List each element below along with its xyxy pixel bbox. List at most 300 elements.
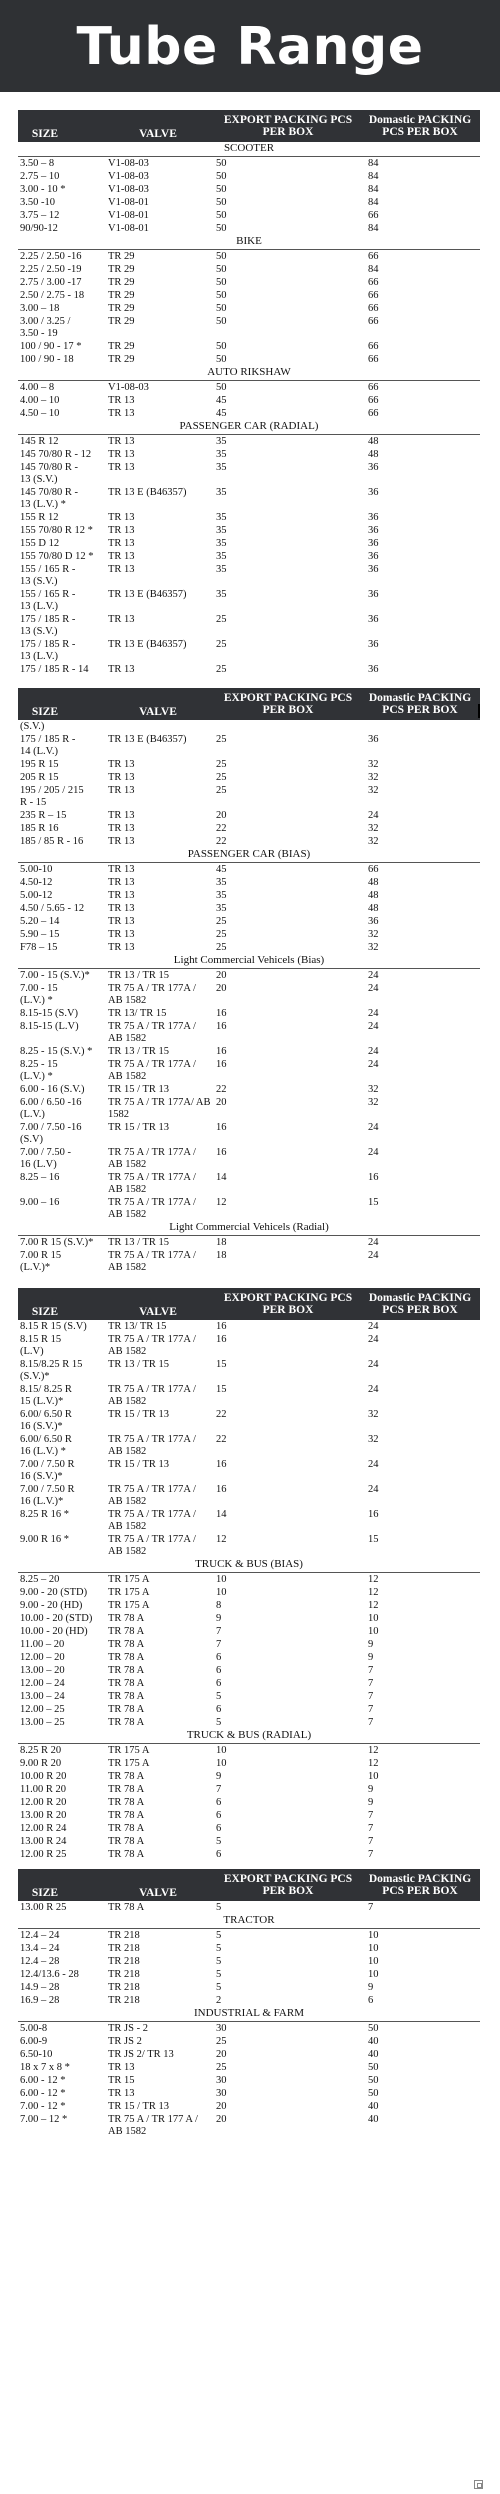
cell-size: 10.00 - 20 (HD) (20, 1626, 88, 1637)
table-row (18, 407, 480, 420)
table-row (18, 394, 480, 407)
cell-size: 185 / 85 R - 16 (20, 836, 84, 847)
cell-domestic: 9 (368, 1652, 374, 1663)
cell-valve: TR 13 (108, 525, 135, 536)
cell-size: 2.25 / 2.50 -16 (20, 251, 82, 262)
table-row (18, 1942, 480, 1955)
table-row (18, 1638, 480, 1651)
cell-valve: TR 29 (108, 303, 135, 314)
table-row (18, 250, 480, 263)
cell-domestic: 15 (368, 1197, 379, 1208)
cell-valve: TR JS - 2 (108, 2023, 148, 2034)
cell-export: 5 (216, 1836, 222, 1847)
table-row (18, 613, 480, 638)
cell-size: 4.00 – 8 (20, 382, 55, 393)
table-row (18, 550, 480, 563)
cell-valve: TR 13 (108, 942, 135, 953)
cell-size: 155 D 12 (20, 538, 60, 549)
cell-valve: TR 15 / TR 13 (108, 2101, 170, 2112)
cell-size: (S.V.) (20, 721, 45, 732)
cell-valve: TR 75 A / TR 177A / AB 1582 (108, 983, 196, 1006)
cell-domestic: 9 (368, 1982, 374, 1993)
cell-valve: TR 13 (108, 836, 135, 847)
category-label: Light Commercial Vehicels (Bias) (173, 954, 325, 966)
cell-valve: TR 78 A (108, 1823, 145, 1834)
cell-size: 6.00-9 (20, 2036, 48, 2047)
cell-size: 3.75 – 12 (20, 210, 60, 221)
cell-domestic: 24 (368, 1147, 379, 1158)
table-row (18, 2087, 480, 2100)
cell-export: 10 (216, 1758, 227, 1769)
cell-export: 45 (216, 408, 227, 419)
cell-size: 5.00-10 (20, 864, 53, 875)
cell-domestic: 66 (368, 864, 379, 875)
table-row (18, 915, 480, 928)
cell-valve: TR 78 A (108, 1784, 145, 1795)
cell-valve: TR 13/ TR 15 (108, 1008, 167, 1019)
cell-valve: TR 15 / TR 13 (108, 1084, 170, 1095)
table-row (18, 1058, 480, 1083)
table-row (18, 315, 480, 340)
cell-domestic: 24 (368, 983, 379, 994)
cell-export: 50 (216, 171, 227, 182)
cell-valve: TR 13 E (B46357) (108, 639, 187, 650)
table-row (18, 183, 480, 196)
table-row (18, 2074, 480, 2087)
cell-export: 16 (216, 1008, 227, 1019)
table-row (18, 1458, 480, 1483)
table-header (18, 1288, 480, 1320)
cell-valve: TR 15 / TR 13 (108, 1122, 170, 1133)
cell-domestic: 48 (368, 436, 379, 447)
cell-size: 3.00 – 18 (20, 303, 60, 314)
cell-export: 25 (216, 929, 227, 940)
cell-size: 3.50 – 8 (20, 158, 55, 169)
cell-domestic: 16 (368, 1509, 379, 1520)
cell-domestic: 32 (368, 1084, 379, 1095)
cell-size: 185 R 16 (20, 823, 59, 834)
cell-size: 9.00 - 20 (STD) (20, 1587, 88, 1598)
category-label: Light Commercial Vehicels (Radial) (169, 1221, 329, 1233)
table-row (18, 982, 480, 1007)
cell-size: 8.25 - 15 (L.V.) * (20, 1059, 58, 1082)
table-row (18, 928, 480, 941)
cell-export: 7 (216, 1626, 222, 1637)
category-row (18, 2007, 480, 2022)
cell-size: 4.50 – 10 (20, 408, 60, 419)
cell-size: 6.00/ 6.50 R 16 (L.V.) * (20, 1434, 72, 1457)
cell-domestic: 12 (368, 1745, 379, 1756)
cell-valve: TR 13 / TR 15 (108, 1046, 170, 1057)
cell-export: 50 (216, 382, 227, 393)
cell-valve: TR 13 (108, 929, 135, 940)
cell-size: 155 70/80 R 12 * (20, 525, 93, 536)
cell-size: 6.00 - 12 * (20, 2075, 66, 2086)
cell-valve: TR 75 A / TR 177A / AB 1582 (108, 1334, 196, 1357)
cell-domestic: 84 (368, 158, 379, 169)
header-domestic-packing: Domastic PACKING PCS PER BOX (368, 692, 472, 716)
table-row (18, 1929, 480, 1942)
cell-export: 6 (216, 1849, 222, 1860)
header-valve: VALVE (139, 706, 177, 718)
cell-export: 50 (216, 210, 227, 221)
cell-valve: TR 13 (108, 772, 135, 783)
cell-export: 35 (216, 436, 227, 447)
cell-valve: TR 13/ TR 15 (108, 1321, 167, 1332)
table-row (18, 1408, 480, 1433)
cell-domestic: 32 (368, 1434, 379, 1445)
table-row (18, 1320, 480, 1333)
cell-domestic: 36 (368, 462, 379, 473)
cell-domestic: 32 (368, 823, 379, 834)
cell-domestic: 84 (368, 223, 379, 234)
table-row (18, 876, 480, 889)
cell-valve: TR 75 A / TR 177A / AB 1582 (108, 1484, 196, 1507)
cell-size: 2.75 / 3.00 -17 (20, 277, 82, 288)
table-row (18, 486, 480, 511)
cell-domestic: 36 (368, 734, 379, 745)
cell-valve: V1-08-03 (108, 184, 149, 195)
cell-size: 3.50 -10 (20, 197, 55, 208)
cell-domestic: 24 (368, 1321, 379, 1332)
cell-size: 195 R 15 (20, 759, 59, 770)
table-row (18, 1121, 480, 1146)
category-label: INDUSTRIAL & FARM (193, 2007, 304, 2019)
cell-domestic: 66 (368, 303, 379, 314)
cell-export: 12 (216, 1197, 227, 1208)
cell-size: 13.00 R 24 (20, 1836, 67, 1847)
cell-domestic: 50 (368, 2023, 379, 2034)
cell-domestic: 10 (368, 1771, 379, 1782)
cell-valve: TR 78 A (108, 1836, 145, 1847)
header-size: SIZE (31, 1306, 59, 1318)
cell-size: 8.15/ 8.25 R 15 (L.V.)* (20, 1384, 72, 1407)
table-row (18, 1703, 480, 1716)
cell-valve: TR 13 (108, 890, 135, 901)
cell-domestic: 48 (368, 903, 379, 914)
cell-valve: TR 75 A / TR 177A / AB 1582 (108, 1021, 196, 1044)
table-row (18, 1433, 480, 1458)
table-row (18, 1651, 480, 1664)
table-row (18, 1822, 480, 1835)
table-row (18, 289, 480, 302)
cell-export: 22 (216, 1084, 227, 1095)
header-export-packing: EXPORT PACKING PCS PER BOX (223, 114, 353, 138)
cell-valve: TR 78 A (108, 1704, 145, 1715)
table-row (18, 263, 480, 276)
cell-domestic: 10 (368, 1943, 379, 1954)
cell-export: 35 (216, 551, 227, 562)
cell-domestic: 24 (368, 1237, 379, 1248)
cell-size: 3.00 / 3.25 / 3.50 - 19 (20, 316, 71, 339)
cell-valve: TR 13 (108, 864, 135, 875)
cell-domestic: 40 (368, 2114, 379, 2125)
cell-domestic: 32 (368, 759, 379, 770)
category-row (18, 1558, 480, 1573)
cell-export: 50 (216, 354, 227, 365)
cell-valve: TR 78 A (108, 1665, 145, 1676)
page-title: Tube Range (76, 17, 424, 77)
cell-export: 5 (216, 1902, 222, 1913)
table-row (18, 353, 480, 366)
cell-valve: TR 78 A (108, 1613, 145, 1624)
category-row (18, 848, 480, 863)
cell-domestic: 24 (368, 810, 379, 821)
cell-valve: TR 218 (108, 1969, 140, 1980)
cell-size: 175 / 185 R - 13 (S.V.) (20, 614, 76, 637)
cell-domestic: 40 (368, 2101, 379, 2112)
category-label: PASSENGER CAR (BIAS) (187, 848, 311, 860)
cell-export: 50 (216, 303, 227, 314)
cell-export: 18 (216, 1250, 227, 1261)
cell-domestic: 66 (368, 382, 379, 393)
cell-size: 6.00 / 6.50 -16 (L.V.) (20, 1097, 82, 1120)
cell-valve: TR 175 A (108, 1574, 150, 1585)
cell-export: 15 (216, 1384, 227, 1395)
cell-export: 50 (216, 277, 227, 288)
cell-export: 14 (216, 1509, 227, 1520)
cell-domestic: 7 (368, 1823, 374, 1834)
cell-valve: TR 13 (108, 462, 135, 473)
cell-export: 22 (216, 823, 227, 834)
cell-valve: TR 175 A (108, 1587, 150, 1598)
cell-size: 13.00 – 20 (20, 1665, 65, 1676)
cell-export: 14 (216, 1172, 227, 1183)
table-row (18, 1955, 480, 1968)
cell-size: 155 / 165 R - 13 (S.V.) (20, 564, 76, 587)
cell-domestic: 40 (368, 2049, 379, 2060)
cell-size: 12.00 – 24 (20, 1678, 65, 1689)
cell-size: 14.9 – 28 (20, 1982, 60, 1993)
page-gap (18, 1861, 480, 1869)
cell-size: 12.00 R 24 (20, 1823, 67, 1834)
table-row (18, 170, 480, 183)
cell-export: 35 (216, 525, 227, 536)
category-label: TRUCK & BUS (BIAS) (195, 1558, 303, 1570)
cell-domestic: 66 (368, 251, 379, 262)
table-row (18, 733, 480, 758)
cell-size: 7.00 – 12 * (20, 2114, 68, 2125)
cell-valve: TR 15 / TR 13 (108, 1409, 170, 1420)
cell-export: 35 (216, 449, 227, 460)
cell-size: 5.00-12 (20, 890, 53, 901)
table-row (18, 1333, 480, 1358)
cell-export: 9 (216, 1771, 222, 1782)
cell-valve: TR 13 (108, 449, 135, 460)
table-row (18, 1968, 480, 1981)
cell-valve: TR 29 (108, 290, 135, 301)
cell-valve: TR 78 A (108, 1691, 145, 1702)
cell-size: 2.75 – 10 (20, 171, 60, 182)
cell-valve: TR 13 (108, 395, 135, 406)
table-row (18, 157, 480, 170)
cell-export: 35 (216, 538, 227, 549)
cell-valve: TR 218 (108, 1995, 140, 2006)
cell-domestic: 7 (368, 1717, 374, 1728)
cell-valve: TR 75 A / TR 177A / AB 1582 (108, 1147, 196, 1170)
table-header (18, 1869, 480, 1901)
cell-domestic: 7 (368, 1810, 374, 1821)
cell-size: 12.4 – 28 (20, 1956, 60, 1967)
cell-size: 8.25 – 20 (20, 1574, 60, 1585)
cell-domestic: 66 (368, 277, 379, 288)
table-row (18, 784, 480, 809)
cell-domestic: 66 (368, 341, 379, 352)
category-row (18, 235, 480, 250)
cell-export: 16 (216, 1147, 227, 1158)
cell-size: 8.15/8.25 R 15 (S.V.)* (20, 1359, 83, 1382)
table-row (18, 435, 480, 448)
cell-valve: TR 13 (108, 810, 135, 821)
cell-valve: TR 13 (108, 877, 135, 888)
table-row (18, 941, 480, 954)
cell-domestic: 32 (368, 836, 379, 847)
cell-domestic: 66 (368, 210, 379, 221)
table-row (18, 276, 480, 289)
cell-size: 145 70/80 R - 12 (20, 449, 92, 460)
cell-domestic: 84 (368, 264, 379, 275)
cell-valve: TR 78 A (108, 1810, 145, 1821)
cell-export: 35 (216, 512, 227, 523)
cell-domestic: 6 (368, 1995, 374, 2006)
cell-domestic: 12 (368, 1574, 379, 1585)
table-row (18, 2048, 480, 2061)
cell-valve: TR 29 (108, 341, 135, 352)
cell-export: 6 (216, 1810, 222, 1821)
cell-size: 12.4 – 24 (20, 1930, 60, 1941)
cell-valve: TR 75 A / TR 177A / AB 1582 (108, 1059, 196, 1082)
cell-export: 16 (216, 1122, 227, 1133)
cell-domestic: 16 (368, 1172, 379, 1183)
cell-size: 7.00 R 15 (L.V.)* (20, 1250, 62, 1273)
cell-export: 35 (216, 890, 227, 901)
cell-valve: TR 29 (108, 277, 135, 288)
cell-valve: TR 75 A / TR 177A / AB 1582 (108, 1534, 196, 1557)
cell-size: 235 R – 15 (20, 810, 67, 821)
cell-size: 155 R 12 (20, 512, 59, 523)
cell-export: 12 (216, 1534, 227, 1545)
cell-valve: TR 78 A (108, 1902, 145, 1913)
cell-valve: TR 13 (108, 759, 135, 770)
cell-export: 20 (216, 970, 227, 981)
cell-export: 6 (216, 1797, 222, 1808)
table-row (18, 340, 480, 353)
table-row (18, 1664, 480, 1677)
table-row (18, 1835, 480, 1848)
table-row (18, 461, 480, 486)
cell-domestic: 24 (368, 1250, 379, 1261)
cell-domestic: 10 (368, 1626, 379, 1637)
cell-export: 10 (216, 1587, 227, 1598)
cell-domestic: 10 (368, 1930, 379, 1941)
fullscreen-icon[interactable] (474, 2480, 483, 2489)
cell-valve: TR 13 E (B46357) (108, 589, 187, 600)
table-row (18, 1796, 480, 1809)
cell-export: 25 (216, 2062, 227, 2073)
table-row (18, 902, 480, 915)
cell-size: 5.90 – 15 (20, 929, 60, 940)
cell-export: 25 (216, 614, 227, 625)
table-row (18, 1196, 480, 1221)
table-row (18, 1848, 480, 1861)
cell-valve: TR 75 A / TR 177A / AB 1582 (108, 1172, 196, 1195)
cell-valve: TR 13 (108, 614, 135, 625)
cell-domestic: 7 (368, 1849, 374, 1860)
cell-valve: TR 13 (108, 823, 135, 834)
table-row (18, 1045, 480, 1058)
cell-domestic: 24 (368, 1334, 379, 1345)
cell-size: 7.00 / 7.50 - 16 (L.V) (20, 1147, 72, 1170)
cell-size: 7.00 / 7.50 R 16 (L.V.)* (20, 1484, 75, 1507)
cell-valve: TR 75 A / TR 177A / AB 1582 (108, 1384, 196, 1407)
cell-size: 205 R 15 (20, 772, 59, 783)
cell-export: 6 (216, 1665, 222, 1676)
cell-export: 50 (216, 290, 227, 301)
cell-size: 145 70/80 R - 13 (L.V.) * (20, 487, 79, 510)
category-row (18, 954, 480, 969)
cell-domestic: 36 (368, 614, 379, 625)
cell-valve: TR 75 A / TR 177A/ AB 1582 (108, 1097, 211, 1120)
cell-domestic: 36 (368, 639, 379, 650)
cell-valve: TR 75 A / TR 177A / AB 1582 (108, 1250, 196, 1273)
cell-export: 6 (216, 1652, 222, 1663)
header-domestic-packing: Domastic PACKING PCS PER BOX (368, 1873, 472, 1897)
table-row (18, 1744, 480, 1757)
table-row (18, 1901, 480, 1914)
cell-export: 8 (216, 1600, 222, 1611)
table-row (18, 1236, 480, 1249)
table-row (18, 1625, 480, 1638)
cell-export: 10 (216, 1745, 227, 1756)
cell-export: 50 (216, 158, 227, 169)
cell-domestic: 32 (368, 772, 379, 783)
table-row (18, 758, 480, 771)
text-cursor (478, 704, 480, 718)
cell-size: 7.00 R 15 (S.V.)* (20, 1237, 94, 1248)
category-row (18, 366, 480, 381)
header-valve: VALVE (139, 128, 177, 140)
cell-domestic: 48 (368, 890, 379, 901)
cell-size: 13.00 – 25 (20, 1717, 65, 1728)
cell-export: 16 (216, 1321, 227, 1332)
cell-size: 4.50-12 (20, 877, 53, 888)
cell-export: 5 (216, 1982, 222, 1993)
cell-size: 175 / 185 R - 14 (20, 664, 89, 675)
cell-export: 16 (216, 1334, 227, 1345)
cell-domestic: 24 (368, 1021, 379, 1032)
cell-valve: TR 218 (108, 1943, 140, 1954)
table-row (18, 2100, 480, 2113)
cell-size: 13.00 R 25 (20, 1902, 67, 1913)
cell-domestic: 24 (368, 1008, 379, 1019)
cell-valve: TR 75 A / TR 177A / AB 1582 (108, 1197, 196, 1220)
cell-domestic: 15 (368, 1534, 379, 1545)
cell-export: 20 (216, 983, 227, 994)
cell-export: 22 (216, 1434, 227, 1445)
table-header (18, 110, 480, 142)
page-gap (18, 676, 480, 688)
header-export-packing: EXPORT PACKING PCS PER BOX (223, 692, 353, 716)
cell-valve: TR 175 A (108, 1600, 150, 1611)
cell-export: 25 (216, 759, 227, 770)
cell-valve: TR 29 (108, 264, 135, 275)
category-row (18, 420, 480, 435)
cell-domestic: 9 (368, 1784, 374, 1795)
cell-export: 25 (216, 785, 227, 796)
cell-valve: TR 218 (108, 1956, 140, 1967)
table-row (18, 1358, 480, 1383)
cell-export: 6 (216, 1678, 222, 1689)
